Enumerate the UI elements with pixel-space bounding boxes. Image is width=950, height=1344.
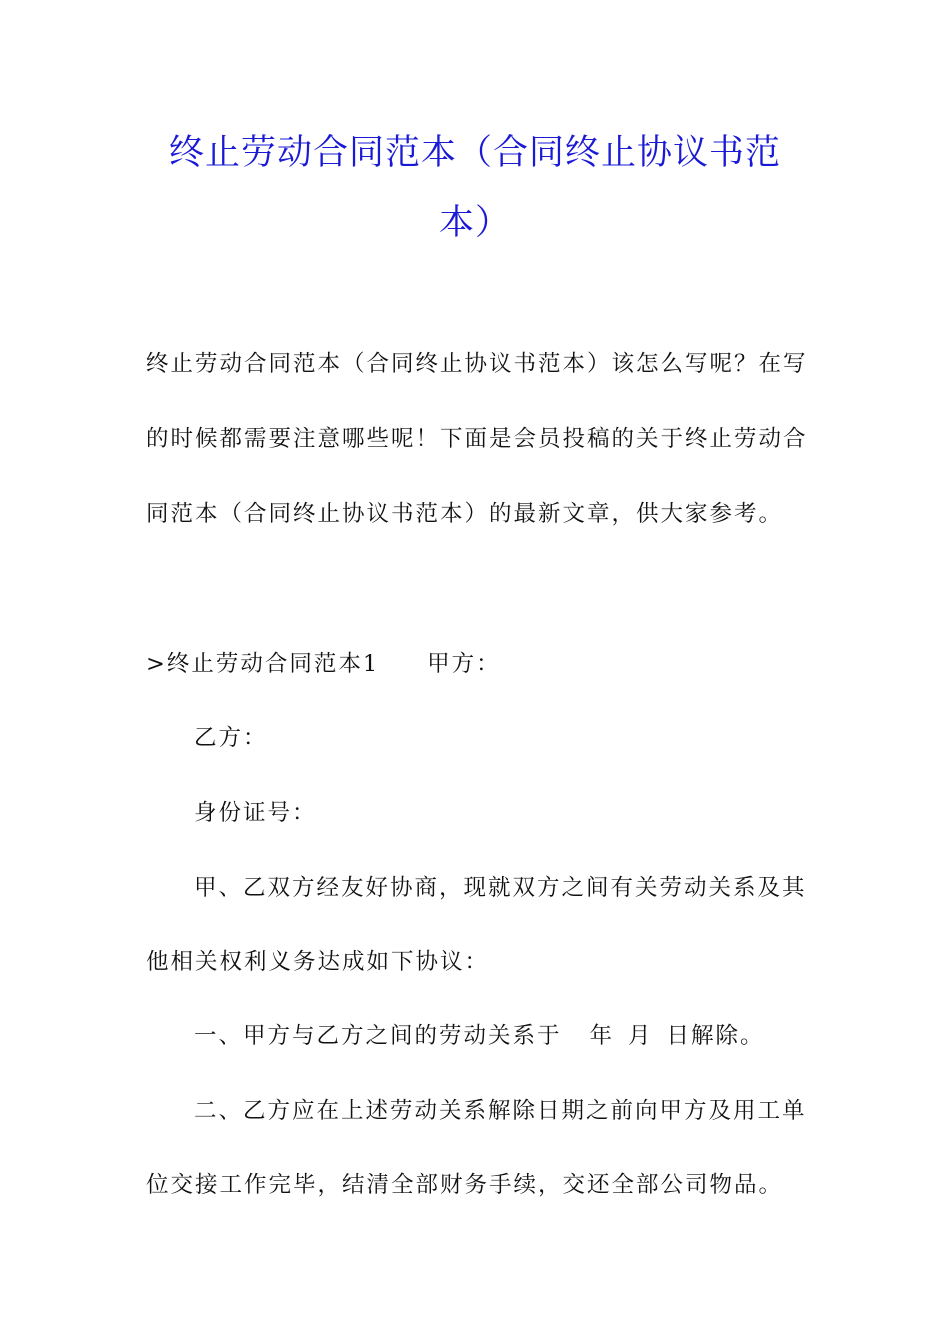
intro-line-2: 的时候都需要注意哪些呢！下面是会员投稿的关于终止劳动合 <box>146 426 808 452</box>
party-b-label: 乙方： <box>194 725 268 751</box>
section-heading-row <box>146 646 501 678</box>
clause-1 <box>194 1018 765 1050</box>
clause-1-month: 月 <box>628 1023 653 1049</box>
document-title <box>140 118 810 258</box>
title-line-2: 本） <box>438 203 511 243</box>
clause-2-line-1: 二、乙方应在上述劳动关系解除日期之前向甲方及用工单 <box>194 1098 807 1124</box>
party-a-label: 甲方： <box>427 651 501 677</box>
intro-line-1: 终止劳动合同范本（合同终止协议书范本）该怎么写呢？在写 <box>146 351 808 377</box>
clause-2-line-2: 位交接工作完毕，结清全部财务手续，交还全部公司物品。 <box>146 1172 784 1198</box>
title-line-1: 终止劳动合同范本（合同终止协议书范 <box>168 133 781 173</box>
section-heading: >终止劳动合同范本1 <box>146 651 380 677</box>
preamble-line-2: 他相关权利义务达成如下协议： <box>146 949 490 975</box>
clause-1-day: 日解除。 <box>666 1023 765 1049</box>
clause-1-text: 一、甲方与乙方之间的劳动关系于 <box>194 1023 562 1049</box>
intro-line-3: 同范本（合同终止协议书范本）的最新文章，供大家参考。 <box>146 501 784 527</box>
preamble-line-1: 甲、乙双方经友好协商，现就双方之间有关劳动关系及其 <box>194 875 807 901</box>
id-number-label: 身份证号： <box>194 800 317 826</box>
clause-1-year: 年 <box>589 1023 615 1049</box>
